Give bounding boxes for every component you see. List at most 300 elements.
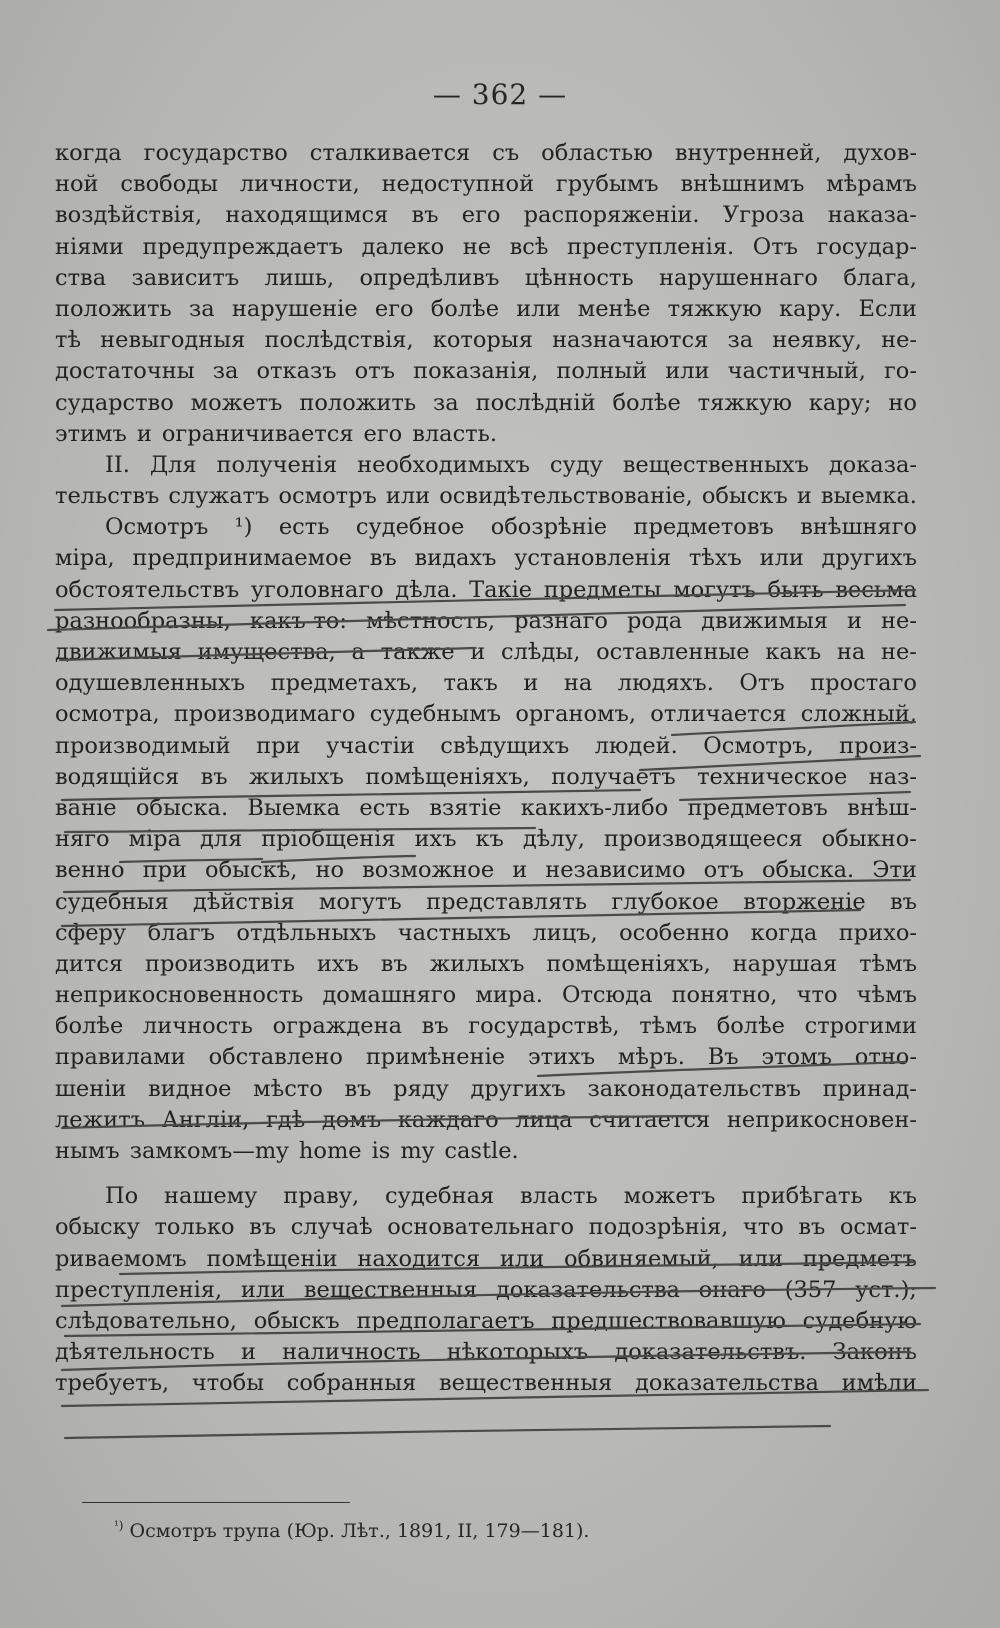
word: этихъ xyxy=(527,1044,596,1071)
word: водящійся xyxy=(55,763,180,790)
word: уголовнаго xyxy=(250,576,384,603)
word: Осмотръ xyxy=(105,514,209,541)
word: примѣненіе xyxy=(365,1044,506,1071)
word: доказа- xyxy=(828,451,917,478)
word: какъ-то: xyxy=(249,607,347,634)
word: послѣдствія, xyxy=(264,327,414,354)
word: наказа- xyxy=(827,202,917,229)
body-text xyxy=(55,138,917,1400)
text-line xyxy=(55,731,917,762)
text-line xyxy=(55,138,917,169)
word: въ xyxy=(380,950,408,977)
word: въ xyxy=(411,202,439,229)
word: дѣлу, xyxy=(522,826,585,853)
word: помѣщеніяхъ, xyxy=(546,950,711,977)
word: my xyxy=(400,1138,435,1164)
word: предпринимаемое xyxy=(132,545,352,572)
text-line xyxy=(55,699,917,730)
word: предупреждаетъ xyxy=(142,233,344,260)
text-line xyxy=(55,1337,917,1368)
word: суду xyxy=(549,451,603,478)
word: осмат- xyxy=(839,1214,917,1241)
word: могутъ xyxy=(318,888,402,915)
word: обыску xyxy=(55,1214,140,1241)
text-line xyxy=(55,637,917,668)
word: неприкосновен- xyxy=(726,1106,917,1133)
text-line xyxy=(55,419,917,450)
word: законодательствъ xyxy=(587,1075,801,1102)
word: или xyxy=(759,545,804,572)
word: особенно xyxy=(619,919,730,946)
text-line xyxy=(55,1306,917,1337)
word: болѣе xyxy=(612,389,681,416)
word: II. xyxy=(105,451,130,478)
word: въ xyxy=(798,1214,826,1241)
word: съ xyxy=(492,140,520,166)
word: is xyxy=(371,1138,391,1164)
word: оставленные xyxy=(596,639,750,665)
word: лицъ, xyxy=(532,919,598,946)
word: дѣйствія xyxy=(193,888,295,915)
word: разнообразны, xyxy=(55,607,231,634)
word: государство xyxy=(143,140,288,166)
word: отъ xyxy=(703,857,744,884)
word: обыскѣ, xyxy=(205,857,298,884)
word: назначаются xyxy=(552,327,709,354)
word: судебную xyxy=(802,1307,917,1334)
footnote-divider xyxy=(82,1502,350,1503)
word: рода xyxy=(626,607,683,634)
word: или xyxy=(516,295,561,322)
word: дится xyxy=(55,950,124,977)
word: венно xyxy=(55,857,125,884)
text-line xyxy=(55,356,917,387)
word: не- xyxy=(881,607,917,634)
word: послѣдній xyxy=(475,389,596,416)
word: сталкивается xyxy=(309,140,471,166)
word: правилами xyxy=(55,1044,186,1071)
word: независимо xyxy=(545,857,686,884)
word: судебныя xyxy=(55,888,169,915)
word: преступленія. xyxy=(567,233,735,260)
word: судебная xyxy=(385,1183,495,1210)
word: ваніе xyxy=(55,794,117,821)
text-line xyxy=(55,606,917,637)
word: свободы xyxy=(120,171,219,198)
word: весьма xyxy=(835,576,917,603)
word: производимаго xyxy=(173,701,356,728)
word: что xyxy=(796,982,838,1009)
text-line xyxy=(55,1136,917,1167)
word: этомъ xyxy=(761,1044,832,1071)
word: и xyxy=(523,670,539,697)
word: castle. xyxy=(444,1138,519,1164)
word: слѣдовательно, xyxy=(55,1307,237,1334)
word: и xyxy=(240,1339,256,1366)
word: го- xyxy=(884,358,917,385)
word: и xyxy=(847,607,863,634)
word: представлять xyxy=(426,888,587,915)
word: къ xyxy=(888,1183,917,1210)
word: и xyxy=(136,420,152,447)
word: обставлено xyxy=(208,1044,343,1071)
word: неявку, xyxy=(772,327,862,354)
word: Для xyxy=(149,451,197,478)
word: тѣмъ xyxy=(639,1013,698,1040)
text-line xyxy=(55,1105,917,1136)
word: По xyxy=(105,1183,139,1210)
word: обыскъ xyxy=(253,1307,340,1334)
word: внѣшняго xyxy=(800,514,917,541)
word: няго xyxy=(55,826,110,853)
word: личности, xyxy=(239,171,360,198)
word: тяжкую xyxy=(667,295,762,322)
word: судебнымъ xyxy=(369,701,502,728)
word: но xyxy=(315,857,345,884)
text-line xyxy=(55,1074,917,1105)
word: обвиняемый, xyxy=(564,1245,719,1272)
word: понятно, xyxy=(671,982,778,1009)
word: принад- xyxy=(822,1075,917,1102)
word: ряду xyxy=(393,1075,449,1102)
word: жилыхъ xyxy=(429,950,525,977)
word: власть. xyxy=(412,420,498,447)
word: слѣды, xyxy=(500,639,581,665)
word: тѣмъ xyxy=(859,950,917,977)
word: и xyxy=(796,483,812,510)
word: воздѣйствія, xyxy=(55,202,203,229)
word: блага, xyxy=(843,264,917,291)
word: въ xyxy=(344,1075,372,1102)
word: ихъ xyxy=(316,950,359,977)
word: быть xyxy=(767,576,824,603)
text-line xyxy=(55,294,917,325)
word: внутренней, xyxy=(674,140,822,166)
word: сферу xyxy=(55,919,127,946)
word: цѣнность xyxy=(524,264,634,291)
text-line xyxy=(55,575,917,606)
word: находится xyxy=(357,1245,481,1272)
word: прибѣгать xyxy=(741,1183,863,1210)
word: вещественныя xyxy=(303,1276,478,1303)
word: тельствъ xyxy=(55,483,160,510)
word: частныхъ xyxy=(397,919,511,946)
word: обыскъ xyxy=(701,483,788,510)
word: мѣрамъ xyxy=(826,171,917,198)
word: кару. xyxy=(779,295,842,322)
word: зависитъ xyxy=(131,264,240,291)
word: предметъ xyxy=(802,1245,917,1272)
word: предполагаетъ xyxy=(356,1307,535,1334)
word: показанія, xyxy=(413,358,539,385)
word: подозрѣнія, xyxy=(588,1214,729,1241)
word: міра xyxy=(128,826,181,853)
text-line xyxy=(55,388,917,419)
word: благъ xyxy=(147,919,215,946)
word: участіи xyxy=(326,732,415,759)
word: его xyxy=(461,202,501,229)
word: нарушая xyxy=(732,950,838,977)
word: риваемомъ xyxy=(55,1245,187,1272)
word: шеніи xyxy=(55,1075,127,1102)
word: неприкосновенность xyxy=(55,982,304,1009)
text-line xyxy=(55,200,917,231)
word: нашему xyxy=(164,1183,258,1210)
word: находящимся xyxy=(225,202,389,229)
word: ограждена xyxy=(272,1013,403,1040)
word: предшествовавшую xyxy=(551,1307,786,1334)
word: внѣшнимъ xyxy=(680,171,805,198)
text-line xyxy=(55,1244,917,1275)
word: доказательства xyxy=(495,1276,680,1303)
word: наличность xyxy=(282,1339,421,1366)
word: достаточны xyxy=(55,358,195,385)
word: обозрѣніе xyxy=(490,514,608,541)
word: видахъ xyxy=(414,545,497,572)
word: за xyxy=(727,327,754,354)
text-line xyxy=(55,1368,917,1399)
word: отно- xyxy=(854,1044,917,1071)
word: не- xyxy=(881,327,917,354)
word: его xyxy=(363,420,403,447)
text-line xyxy=(55,1042,917,1073)
word: каждаго xyxy=(397,1106,499,1133)
word: кару; xyxy=(808,389,872,416)
word: внѣш- xyxy=(847,794,917,821)
word: государ- xyxy=(816,233,917,260)
word: обыска. xyxy=(761,857,855,884)
word: когда xyxy=(55,140,122,166)
word: чтобы xyxy=(191,1370,265,1397)
word: какихъ-либо xyxy=(520,794,669,821)
word: свѣдущихъ xyxy=(440,732,570,759)
word: или xyxy=(240,1276,286,1303)
word: и xyxy=(512,857,528,884)
text-line xyxy=(55,855,917,886)
word: ства xyxy=(55,264,107,291)
word: которыя xyxy=(432,327,533,354)
word: предметы xyxy=(543,576,662,603)
text-line xyxy=(55,824,917,855)
text-line xyxy=(55,481,917,512)
word: Законъ xyxy=(832,1339,917,1366)
word: недоступной xyxy=(381,171,535,198)
word: Англіи, xyxy=(161,1106,250,1133)
word: движимыя xyxy=(701,607,828,634)
word: его xyxy=(374,295,414,322)
text-line xyxy=(55,512,917,543)
word: мѣсто xyxy=(253,1075,323,1102)
word: но xyxy=(888,389,917,416)
word: нѣкоторыхъ xyxy=(446,1339,589,1366)
word: доказательства xyxy=(634,1370,819,1397)
text-line xyxy=(55,668,917,699)
word: тяжкую xyxy=(697,389,792,416)
word: получаетъ xyxy=(551,763,676,790)
word: осмотра, xyxy=(55,701,160,728)
word: за xyxy=(212,358,239,385)
word: возможное xyxy=(362,857,495,884)
word: на xyxy=(836,639,866,665)
word: государствѣ, xyxy=(468,1013,620,1040)
word: наз- xyxy=(868,763,917,790)
word: отказъ xyxy=(256,358,337,385)
word: ной xyxy=(55,171,99,198)
word: имѣли xyxy=(841,1370,917,1397)
text-line xyxy=(55,232,917,263)
word: въ xyxy=(421,1013,449,1040)
text-line xyxy=(55,450,917,481)
word: такъ xyxy=(443,670,498,697)
word: какъ xyxy=(765,639,822,665)
word: имущества, xyxy=(197,639,336,665)
word: органомъ, xyxy=(515,701,636,728)
word: опредѣливъ xyxy=(359,264,500,291)
word: и xyxy=(470,639,486,665)
word: чѣмъ xyxy=(856,982,917,1009)
word: Эти xyxy=(872,857,917,884)
word: домашняго xyxy=(322,982,457,1009)
word: міра, xyxy=(55,545,115,572)
word: взятіе xyxy=(429,794,502,821)
word: только xyxy=(154,1214,235,1241)
word: личность xyxy=(142,1013,253,1040)
word: или xyxy=(665,358,710,385)
word: къ xyxy=(475,826,504,853)
word: гдѣ xyxy=(265,1106,306,1133)
word: праву, xyxy=(283,1183,360,1210)
word: отличается xyxy=(650,701,787,728)
word: въ xyxy=(249,1214,277,1241)
word: требуетъ, xyxy=(55,1370,170,1397)
text-line xyxy=(55,1275,917,1306)
word: лежитъ xyxy=(55,1106,146,1133)
word: Такіе xyxy=(469,576,533,603)
word: (357 xyxy=(784,1276,837,1303)
text-line xyxy=(55,918,917,949)
word: производить xyxy=(144,950,295,977)
word: въ xyxy=(890,888,917,915)
word: лишь, xyxy=(264,264,335,291)
word: положить xyxy=(55,295,172,322)
word: болѣе xyxy=(55,1013,124,1040)
word: home xyxy=(298,1138,362,1164)
word: выемка. xyxy=(820,483,917,510)
word: духов- xyxy=(843,140,917,166)
word: судебное xyxy=(355,514,465,541)
word: случаѣ xyxy=(290,1214,373,1241)
word: лица xyxy=(515,1106,573,1133)
footnote-text: Осмотръ трупа (Юр. Лѣт., 1891, II, 179—181). xyxy=(129,1520,590,1542)
word: мѣръ. xyxy=(617,1044,685,1071)
word: обыкно- xyxy=(821,826,917,853)
word: уст.); xyxy=(855,1276,917,1303)
word: пріобщенія xyxy=(261,826,396,853)
word: преступленія, xyxy=(55,1276,223,1303)
word: предметовъ xyxy=(687,794,828,821)
word: производимый xyxy=(55,732,231,759)
word: замкомъ—my xyxy=(129,1138,289,1164)
word: Отсюда xyxy=(562,982,653,1009)
word: можетъ xyxy=(623,1183,716,1210)
text-line xyxy=(55,887,917,918)
word: ¹) xyxy=(234,514,253,541)
word: тѣ xyxy=(55,327,82,354)
word: одушевленныхъ xyxy=(55,670,246,697)
word: строгими xyxy=(804,1013,917,1040)
word: власть xyxy=(520,1183,598,1210)
word: сударство xyxy=(55,389,174,416)
word: также xyxy=(380,639,455,665)
word: что xyxy=(742,1214,784,1241)
word: Отъ xyxy=(739,670,785,697)
word: нымъ xyxy=(55,1138,120,1164)
word: произ- xyxy=(839,732,917,759)
word: можетъ xyxy=(190,389,283,416)
word: распоряженіи. xyxy=(523,202,700,229)
word: Въ xyxy=(707,1044,739,1071)
word: за xyxy=(188,295,215,322)
text-line xyxy=(55,263,917,294)
footnote xyxy=(114,1520,589,1542)
word: людей. xyxy=(594,732,678,759)
word: а xyxy=(351,639,365,665)
word: не- xyxy=(880,639,917,665)
word: Угроза xyxy=(722,202,805,229)
word: разнаго xyxy=(514,607,608,634)
word: за xyxy=(433,389,459,416)
word: мѣстность, xyxy=(365,607,496,634)
text-line xyxy=(55,1212,917,1243)
word: осмотръ xyxy=(278,483,377,510)
word: производящееся xyxy=(603,826,803,853)
text-line xyxy=(55,169,917,200)
word: при xyxy=(256,732,301,759)
text-line xyxy=(55,1011,917,1042)
word: мира. xyxy=(475,982,543,1009)
word: ніями xyxy=(55,233,124,260)
word: или xyxy=(499,1245,545,1272)
word: менѣе xyxy=(577,295,651,322)
word: полный xyxy=(556,358,648,385)
text-line xyxy=(55,325,917,356)
word: основательнаго xyxy=(387,1214,575,1241)
word: вторженіе xyxy=(743,888,866,915)
word: нарушеннаго xyxy=(658,264,818,291)
word: на xyxy=(563,670,593,697)
word: есть xyxy=(278,514,330,541)
word: дѣятельность xyxy=(55,1339,215,1366)
word: помѣщеніи xyxy=(206,1245,338,1272)
word: или xyxy=(738,1245,783,1272)
word: освидѣтельствованіе, xyxy=(439,483,693,510)
word: глубокое xyxy=(611,888,719,915)
word: этимъ xyxy=(55,420,127,447)
word: вещественныя xyxy=(439,1370,613,1397)
word: частичный, xyxy=(727,358,866,385)
word: Осмотръ, xyxy=(703,732,814,759)
word: необходимыхъ xyxy=(357,451,530,478)
word: предметахъ, xyxy=(270,670,418,697)
word: не xyxy=(462,233,492,260)
text-line xyxy=(55,1181,917,1212)
word: людяхъ. xyxy=(617,670,714,697)
text-line xyxy=(55,793,917,824)
word: положить xyxy=(299,389,417,416)
word: при xyxy=(142,857,187,884)
word: помѣщеніяхъ, xyxy=(365,763,530,790)
word: установленія xyxy=(514,545,672,572)
